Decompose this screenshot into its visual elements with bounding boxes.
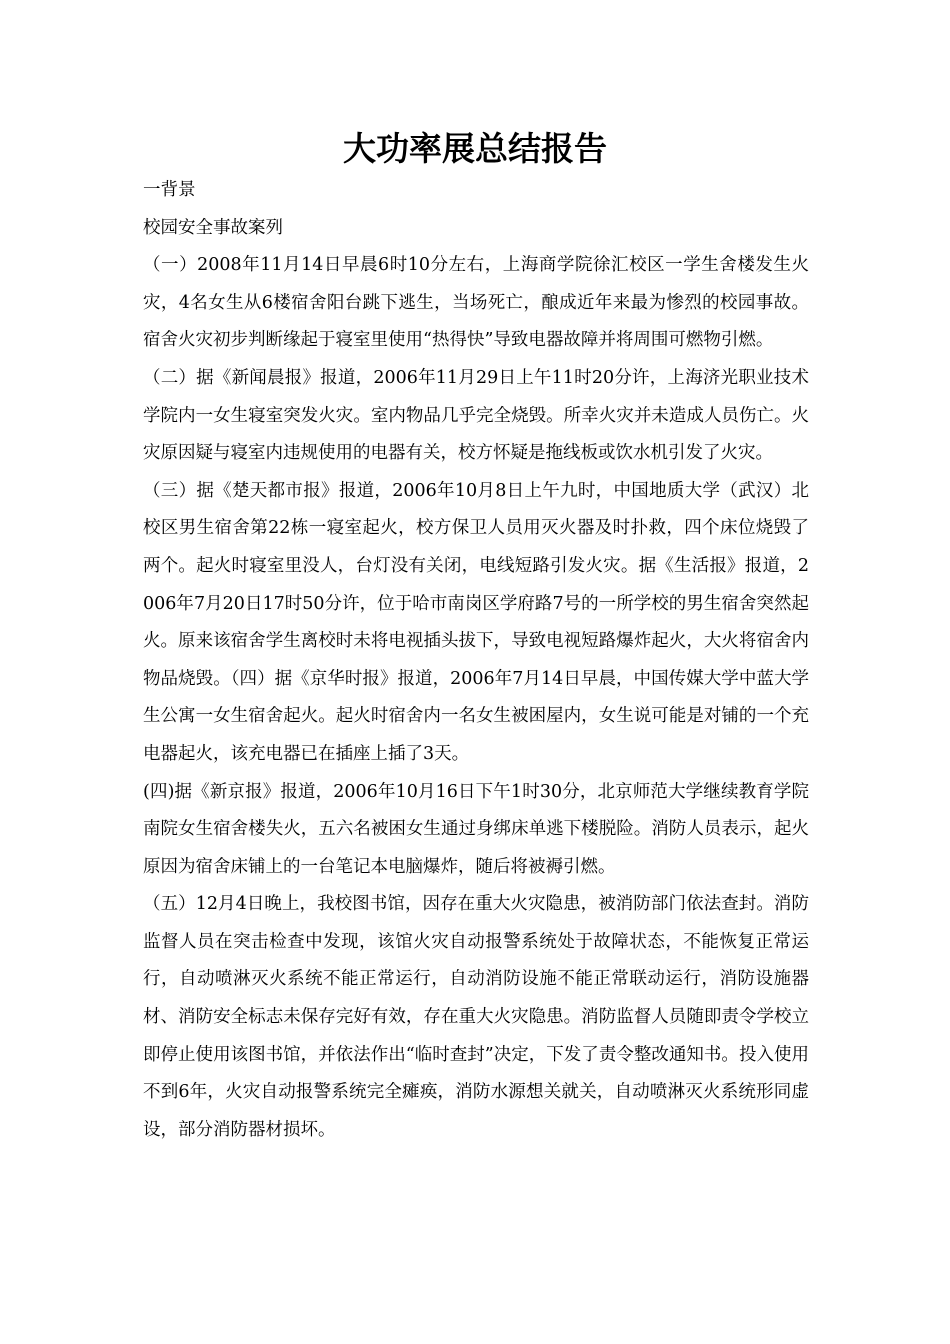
document-title: 大功率展总结报告 (343, 129, 607, 168)
case-paragraph-4: (四)据《新京报》报道，2006年10月16日下午1时30分，北京师范大学继续教育学院南院女生宿舍楼失火，五六名被困女生通过身绑床单逃下楼脱险。消防人员表示，起火原因为宿舍床铺上的一台笔记本电脑爆炸，随后将被褥引燃。 (143, 781, 809, 877)
case-paragraph-2: （二）据《新闻晨报》报道，2006年11月29日上午11时20分许，上海济光职业技术学院内一女生寝室突发火灾。室内物品几乎完全烧毁。所幸火灾并未造成人员伤亡。火灾原因疑与寝室内违规使用的电器有关，校方怀疑是拖线板或饮水机引发了火灾。 (143, 367, 809, 464)
case-paragraph-5: （五）12月4日晚上，我校图书馆，因存在重大火灾隐患，被消防部门依法查封。消防监督人员在突击检查中发现，该馆火灾自动报警系统处于故障状态，不能恢复正常运行，自动喷淋灭火系统不能正常运行，自动消防设施不能正常联动运行，消防设施器材、消防安全标志未保存完好有效，存在重大火灾隐患。消防监督人员随即责令学校立即停止使用该图书馆，并依法作出“临时查封”决定，下发了责令整改通知书。投入使用不到6年，火灾自动报警系统完全瘫痪，消防水源想关就关，自动喷淋灭火系统形同虚设，部分消防器材损坏。 (143, 894, 809, 1140)
case-paragraph-3: （三）据《楚天都市报》报道，2006年10月8日上午九时，中国地质大学（武汉）北校区男生宿舍第22栋一寝室起火，校方保卫人员用灭火器及时扑救，四个床位烧毁了两个。起火时寝室里没人，台灯没有关闭，电线短路引发火灾。据《生活报》报道，2006年7月20日17时50分许，位于哈市南岗区学府路7号的一所学校的男生宿舍突然起火。原来该宿舍学生离校时未将电视插头拔下，导致电视短路爆炸起火，大火将宿舍内物品烧毁。（四）据《京华时报》报道，2006年7月14日早晨，中国传媒大学中蓝大学生公寓一女生宿舍起火。起火时宿舍内一名女生被困屋内，女生说可能是对铺的一个充电器起火，该充电器已在插座上插了3天。 (143, 480, 809, 764)
document-body (143, 172, 809, 1149)
section-heading-background: 一背景 (143, 180, 196, 200)
subsection-heading-cases: 校园安全事故案列 (143, 217, 283, 238)
case-paragraph-1: （一）2008年11月14日早晨6时10分左右，上海商学院徐汇校区一学生舍楼发生火灾，4名女生从6楼宿舍阳台跳下逃生，当场死亡，酿成近年来最为惨烈的校园事故。宿舍火灾初步判断缘起于寝室里使用“热得快”导致电器故障并将周围可燃物引燃。 (143, 255, 809, 351)
